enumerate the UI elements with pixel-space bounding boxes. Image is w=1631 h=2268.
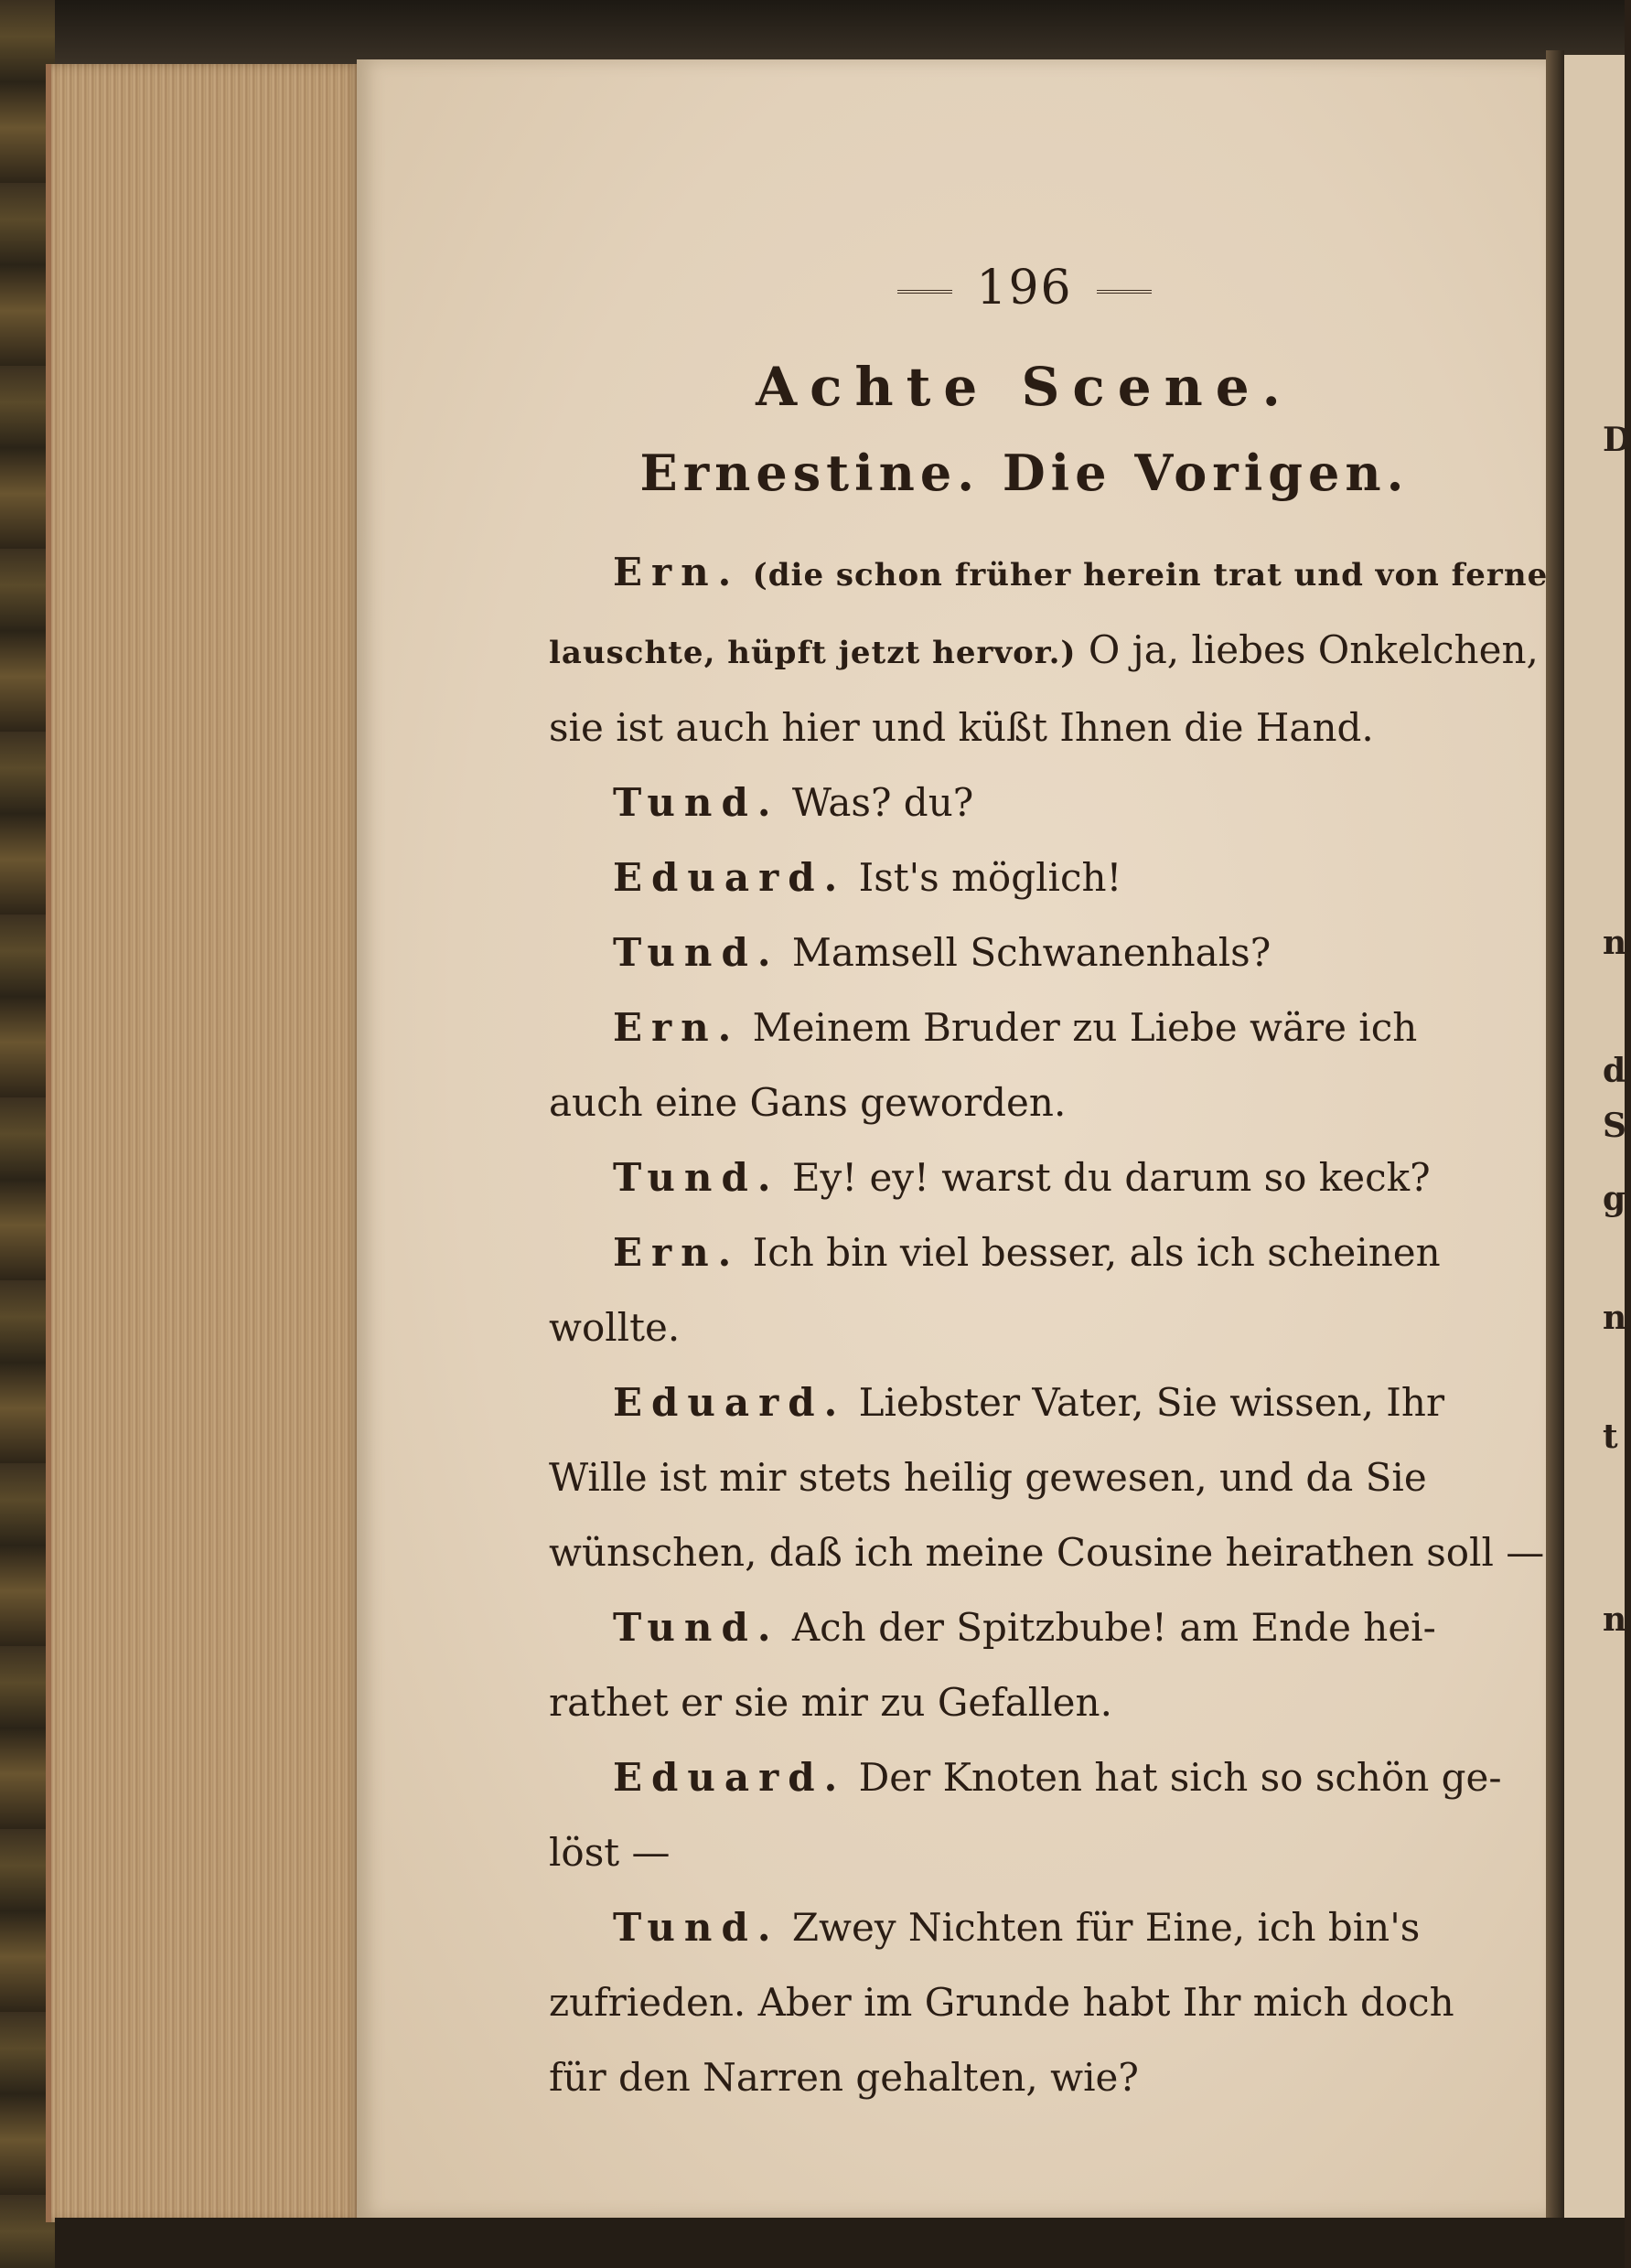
dialogue-line — [549, 1215, 1500, 1290]
dialogue-line — [549, 613, 1539, 690]
dialogue-text: wollte. — [549, 1305, 681, 1350]
speaker-name: Tund. — [613, 1905, 780, 1950]
page-header — [549, 261, 1500, 316]
dialogue-text: löst — — [549, 1830, 671, 1875]
speaker-name: Eduard. — [613, 1755, 847, 1800]
facing-page-glyph: g — [1603, 1180, 1626, 1218]
page-number: 196 — [976, 261, 1073, 316]
facing-page-glyph: d — [1603, 1052, 1626, 1090]
scene-title: Achte Scene. — [756, 356, 1293, 418]
dialogue-text: zufrieden. Aber im Grunde habt Ihr mich doch — [549, 1980, 1454, 2025]
speaker-name: Eduard. — [613, 1380, 847, 1425]
dialogue-text: O ja, liebes Onkelchen, — [1076, 627, 1539, 672]
dialogue-line — [549, 1140, 1500, 1215]
dialogue-line — [549, 990, 1500, 1065]
facing-page-glyph: n — [1603, 1600, 1627, 1639]
dialogue-text: Zwey Nichten für Eine, ich bin's — [791, 1905, 1421, 1950]
page-text — [549, 261, 1549, 2115]
dialogue-line — [549, 1290, 1500, 1365]
dialogue-line — [549, 1665, 1500, 1740]
dialogue-text: Ich bin viel besser, als ich scheinen — [752, 1230, 1441, 1275]
dialogue-line — [549, 1515, 1545, 1590]
speaker-name: Tund. — [613, 780, 780, 825]
dialogue-line — [549, 1440, 1500, 1515]
dialogue-text: Liebster Vater, Sie wissen, Ihr — [858, 1380, 1445, 1425]
dialogue-line — [549, 915, 1500, 990]
cast-list: Ernestine. Die Vorigen. — [639, 444, 1410, 502]
dialogue-text: Ach der Spitzbube! am Ende hei- — [791, 1605, 1436, 1650]
speaker-name: Ern. — [613, 1230, 741, 1275]
speaker-name: Ern. — [613, 1005, 741, 1050]
page-edges — [46, 64, 362, 2222]
dialogue-line — [549, 1590, 1500, 1665]
ornament-left — [897, 290, 952, 294]
book-top-edge — [55, 0, 1625, 64]
dialogue-line — [549, 1965, 1500, 2040]
dialogue-text: Der Knoten hat sich so schön ge- — [858, 1755, 1502, 1800]
facing-page-glyph: n — [1603, 1299, 1627, 1337]
dialogue-line — [549, 1365, 1500, 1440]
dialogue-line — [549, 1065, 1500, 1140]
stage-direction: lauschte, hüpft jetzt hervor.) — [549, 635, 1077, 671]
dialogue-line — [549, 1740, 1500, 1815]
dialogue-line — [549, 2040, 1500, 2115]
facing-page-glyph: S — [1603, 1107, 1626, 1145]
dialogue-line — [549, 840, 1500, 915]
dialogue-text: Ey! ey! warst du darum so keck? — [791, 1155, 1431, 1200]
speaker-name: Ern. — [613, 550, 741, 594]
book-gutter — [1546, 50, 1564, 2227]
dialogue-text: rathet er sie mir zu Gefallen. — [549, 1680, 1112, 1725]
facing-page-glyph: n — [1603, 924, 1627, 962]
dialogue-text: Wille ist mir stets heilig gewesen, und da Sie — [549, 1455, 1427, 1500]
dialogue — [549, 535, 1549, 2115]
dialogue-text: Ist's möglich! — [858, 855, 1122, 900]
facing-page-glyph: t — [1603, 1418, 1618, 1456]
speaker-name: Tund. — [613, 930, 780, 975]
dialogue-text: sie ist auch hier und küßt Ihnen die Hand. — [549, 705, 1374, 750]
dialogue-text: wünschen, daß ich meine Cousine heirathen soll — — [549, 1530, 1545, 1575]
speaker-name: Tund. — [613, 1605, 780, 1650]
dialogue-text: für den Narren gehalten, wie? — [549, 2055, 1139, 2100]
dialogue-line — [549, 1815, 1500, 1890]
dialogue-text: auch eine Gans geworden. — [549, 1080, 1067, 1125]
dialogue-text: Mamsell Schwanenhals? — [791, 930, 1272, 975]
dialogue-line — [549, 765, 1500, 840]
speaker-name: Eduard. — [613, 855, 847, 900]
dialogue-text: Was? du? — [791, 780, 974, 825]
dialogue-line — [549, 690, 1500, 765]
speaker-name: Tund. — [613, 1155, 780, 1200]
ornament-right — [1097, 290, 1152, 294]
dialogue-line — [549, 1890, 1500, 1965]
book-bottom-edge — [55, 2218, 1625, 2268]
dialogue-line — [549, 535, 1549, 613]
facing-page-glyph: D — [1603, 421, 1631, 459]
stage-direction: (die schon früher herein trat und von ferne — [752, 557, 1549, 594]
dialogue-text: Meinem Bruder zu Liebe wäre ich — [752, 1005, 1418, 1050]
